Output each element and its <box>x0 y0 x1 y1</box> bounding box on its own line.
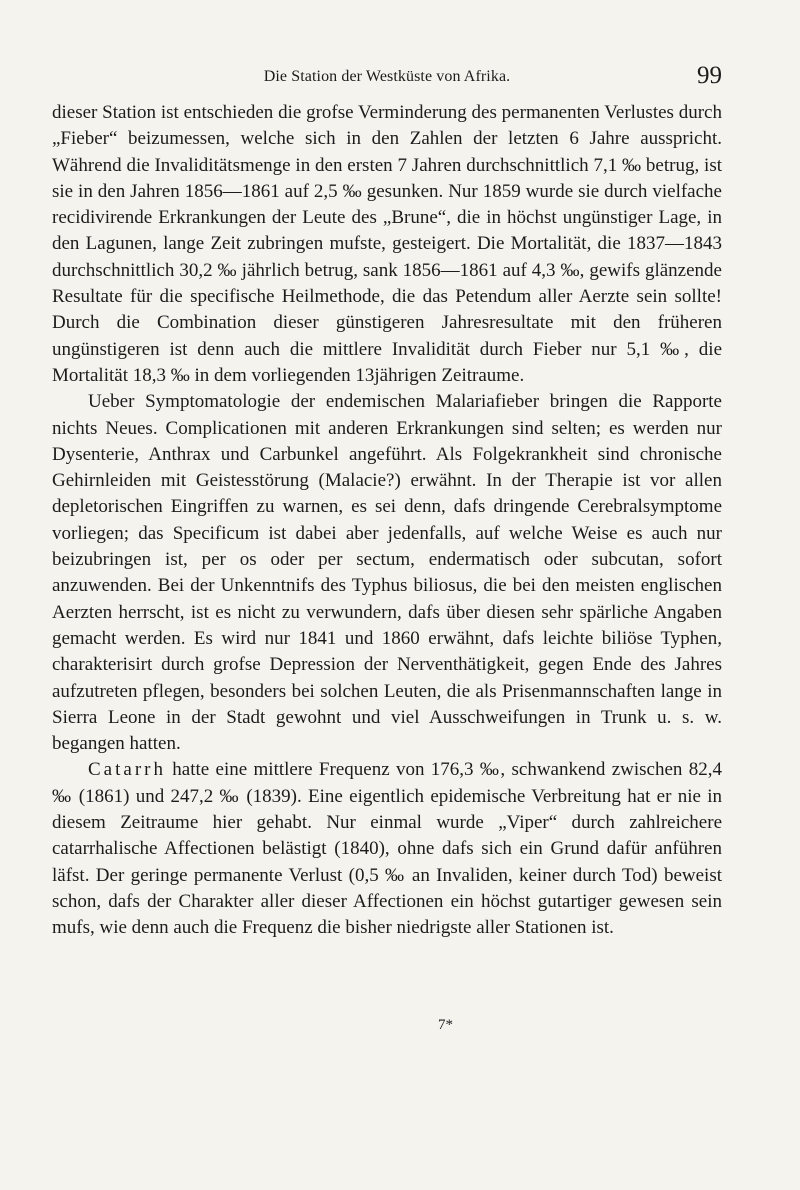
running-title: Die Station der Westküste von Afrika. <box>263 68 511 85</box>
body-text <box>52 100 722 942</box>
page-number: 99 <box>697 62 722 89</box>
paragraph: dieser Station ist entschieden die grofse Verminderung des permanenten Verlustes durch „Fieber“ beizumessen, welche sich in den Zahlen der letzten 6 Jahre ausspricht. Während die Invaliditätsmenge in den ersten 7 Jahren durchschnittlich 7,1 ‰ betrug, ist sie in den Jahren 1856—1861 auf 2,5 ‰ gesunken. Nur 1859 wurde sie durch vielfache recidivirende Erkrankungen der Leute des „Brune“, die in höchst ungünstiger Lage, in den Lagunen, lange Zeit zubringen mufste, gesteigert. Die Mortalität, die 1837—1843 durchschnittlich 30,2 ‰ jährlich betrug, sank 1856—1861 auf 4,3 ‰, gewifs glänzende Resultate für die specifische Heilmethode, die das Petendum aller Aerzte sein sollte! Durch die Combination dieser günstigeren Jahresresultate mit den früheren ungünstigeren ist denn auch die mittlere Invalidität durch Fieber nur 5,1 ‰, die Mortalität 18,3 ‰ in dem vorliegenden 13jährigen Zeitraume. <box>52 102 722 386</box>
section-lead-word: Catarrh <box>88 759 166 781</box>
paragraph: Ueber Symptomatologie der endemischen Malariafieber bringen die Rapporte nichts Neues. Complicationen mit anderen Erkrankungen sind selten; es werden nur Dysenterie, Anthrax und Carbunkel angeführt. Als Folgekrankheit sind chronische Gehirnleiden mit Geistesstörung (Malacie?) erwähnt. In der Therapie ist vor allen depletorischen Eingriffen zu warnen, es sei denn, dafs dringende Cerebralsymptome vorliegen; das Specificum ist dabei aber jedenfalls, auf welche Weise es auch nur beizubringen ist, per os oder per sectum, endermatisch oder subcutan, sofort anzuwenden. Bei der Unkenntnifs des Typhus biliosus, die bei den meisten englischen Aerzten herrscht, ist es nicht zu verwundern, dafs über diesen sehr spärliche Angaben gemacht werden. Es wird nur 1841 und 1860 erwähnt, dafs leichte biliöse Typhen, charakterisirt durch grofse Depression der Nerventhätigkeit, gegen Ende des Jahres aufzutreten pflegen, besonders bei solchen Leuten, die als Prisenmannschaften lange in Sierra Leone in der Stadt gewohnt und viel Ausschweifungen in Trunk u. s. w. begangen hatten. <box>52 391 722 755</box>
signature-mark: 7* <box>438 1017 453 1033</box>
paragraph <box>52 757 722 941</box>
paragraph-text: hatte eine mittlere Frequenz von 176,3 ‰, schwankend zwischen 82,4 ‰ (1861) und 247,2 ‰ (1839). Eine eigentlich epidemische Verbreitung hat er nie in diesem Zeitraume hier gehabt. Nur einmal wurde „Viper“ durch zahlreichere catarrhalische Affectionen belästigt (1840), ohne dafs sich ein Grund dafür anführen läfst. Der geringe permanente Verlust (0,5 ‰ an Invaliden, keiner durch Tod) beweist schon, dafs der Charakter aller dieser Affectionen ein höchst gutartiger gewesen sein mufs, wie denn auch die Frequenz die bisher niedrigste aller Stationen ist. <box>52 759 722 939</box>
page-header <box>52 62 722 92</box>
